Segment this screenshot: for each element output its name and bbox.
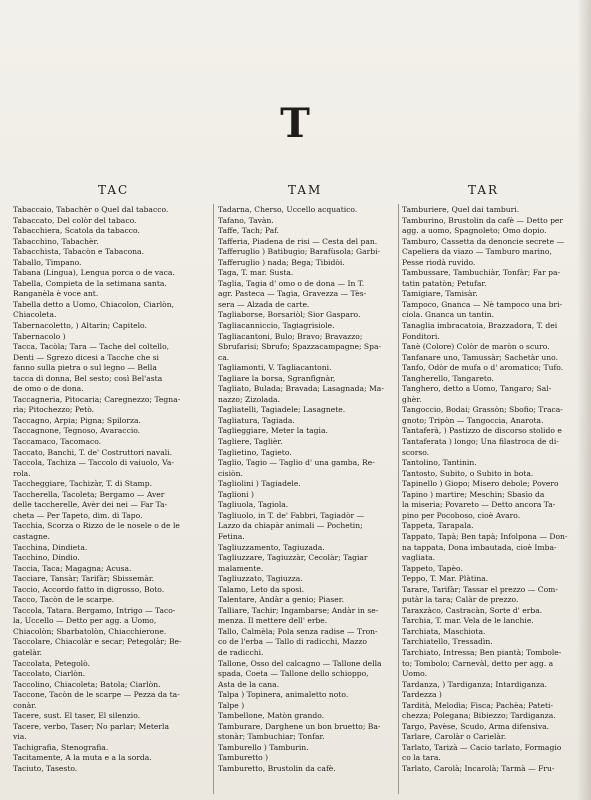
entry-line: delle taccherelle, Avèr dei nei — Far Ta-: [13, 500, 168, 510]
entry-line: Tanaglia imbracatoia, Brazzadora, T. dei: [402, 321, 558, 331]
entry-line: Tacchia, Scorza o Rizzo de le nosele o de le: [13, 521, 180, 531]
entry-line: Tappato, Tapà; Ben tapà; Infolpona — Don-: [402, 531, 568, 541]
entry-line: Tarlato, Carolà; Incarolà; Tarmà — Fru-: [402, 763, 555, 773]
entry-line: Taglietino, Tagieto.: [218, 447, 292, 457]
entry-line: Taglio, Tagio — Taglio d' una gamba, Re-: [218, 458, 375, 468]
entry-line: Tagliuola, Tagiola.: [218, 500, 289, 510]
entry-line: Taccolino, Chiacoleta; Batola; Ciarlòn.: [13, 679, 161, 689]
entry-line: Tarchiata, Maschiota.: [402, 626, 486, 636]
entry-line: Tabaccaio, Tabachèr o Quel dal tabacco.: [13, 205, 169, 214]
entry-line: Tacchina, Dindieta.: [13, 542, 88, 552]
entry-line: Lazzo da chiapàr animali — Pochetin;: [218, 521, 363, 531]
entry-line: Tantaferà, ) Pastizzo de discorso stolido e: [402, 426, 562, 436]
entry-line: Tanfo, Odòr de mufa o d' aromatico; Tufo.: [402, 363, 564, 373]
entry-line: Chiacolòn; Sbarbatolòn, Chiacchierone.: [13, 626, 167, 636]
entry-line: Taraxzàco, Castracàn, Sorte d' erba.: [402, 605, 543, 615]
entry-line: Denti — Sgrezo dicesi a Tacche che si: [13, 352, 159, 362]
entry-line: co la tara.: [402, 753, 441, 763]
entry-line: Tamburo, Cassetta da denoncie secrete —: [402, 236, 565, 246]
entry-line: malamente.: [218, 563, 264, 573]
page-edge-shadow: [577, 0, 591, 800]
entry-line: Tapino ) martire; Meschin; Sbasìo da: [402, 489, 545, 499]
column-divider-2: [398, 204, 399, 794]
entry-line: menza. Il mettere dell' erbe.: [218, 616, 328, 626]
section-letter: T: [280, 100, 311, 147]
entry-line: Tardità, Melodìa; Fisca; Pachèa; Pateti-: [402, 700, 554, 710]
entry-line: Tabacchiera, Scatola da tabacco.: [13, 226, 140, 236]
entry-column-1: [13, 205, 210, 775]
entry-line: pino per Pocoboso, cioè Avaro.: [402, 510, 521, 520]
entry-line: Tamburetto, Brustolin da cafè.: [218, 763, 336, 773]
entry-line: Tafferuglio ) Batibugio; Barafùsola; Garbi-: [218, 247, 381, 257]
entry-line: de radicchi.: [218, 647, 264, 657]
entry-line: rìa; Pitochezzo; Petò.: [13, 405, 95, 415]
entry-line: Talpa ) Topinera, animaletto noto.: [218, 690, 349, 700]
entry-line: Talamo, Leto da sposi.: [218, 584, 305, 594]
entry-line: Tantolino, Tantinin.: [402, 458, 477, 468]
entry-line: Tarchiatello, Tressadìn.: [402, 637, 493, 647]
entry-line: Tadarna, Cherso, Uccello acquatico.: [218, 205, 358, 214]
entry-line: Tabernacolo ): [13, 331, 66, 341]
entry-line: cheta — Per Tapeto, dim. di Tapo.: [13, 510, 143, 520]
entry-line: Tangoccio, Bodai; Grassòn; Sbofio; Traca-: [402, 405, 563, 415]
entry-line: Taccola, Tatara. Bergamo, Intrigo — Taco-: [13, 605, 176, 615]
entry-line: Talentare, Andàr a genio; Piaser.: [218, 595, 344, 605]
entry-line: Taglioni ): [218, 489, 254, 499]
entry-line: gnoto; Tripòn — Tangoccia, Anarota.: [402, 415, 544, 425]
entry-line: vagliata.: [402, 553, 436, 563]
entry-line: Taccola, Tachiza — Taccolo di vaiuolo, Va-: [13, 458, 175, 468]
entry-line: Tangherello, Tangareto.: [402, 373, 494, 383]
entry-line: Tambussare, Tambuchiàr, Tonfàr; Far pa-: [402, 268, 561, 278]
entry-line: Taga, T. mar. Susta.: [218, 268, 294, 278]
entry-line: Taccato, Banchi, T. de' Costruttori navali.: [13, 447, 173, 457]
entry-line: rola.: [13, 468, 31, 478]
entry-line: Tacitamente, A la muta e a la sorda.: [13, 753, 152, 763]
entry-line: Tappeta, Tarapala.: [402, 521, 474, 531]
entry-line: Tagliato, Bulada; Bravada; Lasagnada; Ma-: [218, 384, 384, 394]
entry-line: Tanè (Colore) Colòr de maròn o scuro.: [402, 342, 550, 352]
entry-line: spada, Coeta — Tallone dello schioppo,: [218, 669, 369, 679]
entry-line: Tantaferata ) longo; Una filastroca de di-: [402, 437, 559, 447]
entry-line: Chiacoleta.: [13, 310, 57, 320]
entry-line: Asta de la cana.: [218, 679, 280, 689]
entry-line: Tacco, Tacòn de le scarpe.: [13, 595, 115, 605]
entry-line: Tacere, verbo, Taser; No parlar; Meterla: [13, 721, 169, 731]
entry-line: Tagliacantoni, Bulo; Bravo; Bravazzo;: [218, 331, 363, 341]
entry-line: via.: [13, 732, 27, 742]
entry-line: Tagliuzzamento, Tagiuzada.: [218, 542, 325, 552]
entry-line: Tagliacanniccio, Tagiagrisiole.: [218, 321, 335, 331]
entry-line: Tagliolini ) Tagiadele.: [218, 479, 301, 489]
entry-line: Taccolato, Ciarlòn.: [13, 669, 86, 679]
entry-line: Tagliatura, Tagiada.: [218, 415, 295, 425]
entry-line: sera — Alzada de carte.: [218, 299, 310, 309]
entry-line: Tabaccato, Del colòr del tabaco.: [13, 215, 137, 225]
entry-line: Tagliamonti, V. Tagliacantoni.: [218, 363, 332, 373]
entry-line: Tabana (Lingua), Lengua porca o de vaca.: [13, 268, 175, 278]
column-divider-1: [213, 204, 214, 794]
entry-line: Taglia, Tagia d' omo o de dona — In T.: [218, 278, 365, 288]
entry-line: Taccagneria, Pitocaria; Caregnezzo; Tegna-: [13, 394, 181, 404]
entry-line: de omo o de dona.: [13, 384, 84, 394]
entry-line: Tabella, Compieta de la setimana santa.: [13, 278, 167, 288]
entry-line: Tampoco, Gnanca — Nè tampoco una bri-: [402, 299, 563, 309]
entry-line: Tanghero, detto a Uomo, Tangaro; Sal-: [402, 384, 552, 394]
entry-line: Targo, Pavèse, Scudo, Arma difensiva.: [402, 721, 550, 731]
entry-line: Tarare, Tarifàr; Tassar el prezzo — Com-: [402, 584, 558, 594]
entry-line: scorso.: [402, 447, 430, 457]
entry-line: Taglieggiare, Meter la tagia.: [218, 426, 328, 436]
entry-line: ciola. Gnanca un tantin.: [402, 310, 495, 320]
entry-line: Tacciare, Tansàr; Tarifàr; Sbissemàr.: [13, 574, 155, 584]
entry-line: Tagliere, Taglièr.: [218, 437, 283, 447]
entry-line: Tacchino, Dindio.: [13, 553, 80, 563]
entry-column-2: [218, 205, 395, 775]
entry-line: Fonditori.: [402, 331, 440, 341]
entry-line: Tafferia, Piadena de risi — Cesta del pan.: [218, 236, 378, 246]
entry-line: Tabernacoletto, ) Altarin; Capitelo.: [13, 321, 147, 331]
entry-line: Tarchia, T. mar. Vela de le lanchie.: [402, 616, 534, 626]
entry-line: Tagliuolo, in T. de' Fabbri, Tagiadòr —: [218, 510, 365, 520]
entry-line: Tagliare la borsa, Sgranfìgnàr,: [218, 373, 336, 383]
entry-line: Capeliera da viazo — Tamburo marino,: [402, 247, 552, 257]
entry-line: Taccheggiare, Tachizàr, T. di Stamp.: [13, 479, 152, 489]
entry-line: gatelàr.: [13, 647, 43, 657]
entry-line: Taccio, Accordo fatto in digrosso, Boto.: [13, 584, 165, 594]
entry-line: Tafano, Tavàn.: [218, 215, 274, 225]
entry-line: agr. Pasteca — Tagia, Gravezza — Tès-: [218, 289, 367, 299]
entry-line: Taballo, Timpano.: [13, 257, 82, 267]
entry-line: Tantosto, Subito, o Subito in bota.: [402, 468, 534, 478]
entry-line: Tachigrafia, Stenografia.: [13, 742, 109, 752]
entry-line: Tallo, Calmèla; Pola senza radise — Tron-: [218, 626, 378, 636]
entry-line: Taccone, Tacòn de le scarpe — Pezza da ta-: [13, 690, 180, 700]
entry-line: Tabella detto a Uomo, Chiacolon, Ciarlòn,: [13, 299, 175, 309]
entry-line: ghèr.: [402, 394, 422, 404]
entry-line: Tapinello ) Giopo; Misero debole; Povero: [402, 479, 559, 489]
entry-line: Tagliuzzare, Tagiuzzàr, Cecolàr; Tagiar: [218, 553, 368, 563]
entry-line: tatin patatòn; Petufar.: [402, 278, 487, 288]
entry-line: Tamburetto ): [218, 753, 269, 763]
entry-line: Talpe ): [218, 700, 245, 710]
entry-line: Uomo.: [402, 669, 428, 679]
entry-line: ca.: [218, 352, 230, 362]
column-head-1: TAC: [98, 183, 130, 197]
entry-line: Tabacchista, Tabacòn e Tabacona.: [13, 247, 144, 257]
entry-column-3: [402, 205, 583, 775]
entry-line: co de l'erba — Tallo di radicchi, Mazzo: [218, 637, 367, 647]
entry-line: la, Uccello — Detto per agg. a Uomo,: [13, 616, 157, 626]
entry-line: tacca di donna, Bel sesto; così Bel'asta: [13, 373, 163, 383]
entry-line: Tafferuglio ) nada; Bega; Tibidòi.: [218, 257, 345, 267]
entry-line: Fetina.: [218, 531, 245, 541]
entry-line: Tardanza, ) Tardiganza; Intardiganza.: [402, 679, 547, 689]
entry-line: Teppo, T. Mar. Plàtina.: [402, 574, 489, 584]
entry-line: Tambellone, Matòn grando.: [218, 711, 325, 721]
entry-line: Taffe, Tach; Paf.: [218, 226, 280, 236]
entry-line: Tamigiare, Tamisàr.: [402, 289, 478, 299]
entry-line: Tamburello ) Tamburin.: [218, 742, 309, 752]
entry-line: Taccagnone, Tegnoso, Avaraccio.: [13, 426, 141, 436]
column-head-2: TAM: [288, 183, 323, 197]
entry-line: Taccherella, Tacoleta; Bergamo — Aver: [13, 489, 165, 499]
entry-line: Tacere, sust. El taser, El silenzio.: [13, 711, 141, 721]
entry-line: conàr.: [13, 700, 37, 710]
entry-line: castagne.: [13, 531, 50, 541]
entry-line: putàr la tara; Calàr de prezzo.: [402, 595, 519, 605]
entry-line: la miseria; Povareto — Detto ancora Ta-: [402, 500, 556, 510]
entry-line: Tabacchino, Tabachèr.: [13, 236, 99, 246]
entry-line: Tarlare, Carolàr o Carielàr.: [402, 732, 507, 742]
entry-line: Tacca, Tacòla; Tara — Tache del coltello,: [13, 342, 170, 352]
entry-line: Tappeto, Tapèo.: [402, 563, 463, 573]
entry-line: na tappata, Dona imbautada, cioè Imba-: [402, 542, 557, 552]
entry-line: Tarlato, Tarizà — Cacio tarlato, Formagio: [402, 742, 562, 752]
entry-line: Taccagno, Arpia; Pigna; Spilorza.: [13, 415, 141, 425]
entry-line: Tagliaborse, Borsariòl; Sior Gasparo.: [218, 310, 361, 320]
entry-line: Tarchiato, Intressa; Ben piantà; Tombole-: [402, 647, 562, 657]
entry-line: fanno sulla pietra o sul legno — Bella: [13, 363, 157, 373]
entry-line: agg. a uomo, Spagnoleto; Omo dopio.: [402, 226, 547, 236]
entry-line: Ranganèla è voce ant.: [13, 289, 99, 299]
column-head-3: TAR: [468, 183, 500, 197]
entry-line: Tamburiere, Quel dai tamburi.: [402, 205, 520, 214]
entry-line: Taccamaco, Tacomaco.: [13, 437, 102, 447]
entry-line: Tardezza ): [402, 690, 442, 700]
entry-line: Sbrufarisi; Sbrufo; Spazzacampagne; Spa-: [218, 342, 382, 352]
entry-line: Tamburare, Darghene un bon bruetto; Ba-: [218, 721, 381, 731]
entry-line: Pesse riodà ruvido.: [402, 257, 476, 267]
entry-line: Tallone, Osso del calcagno — Tallone della: [218, 658, 382, 668]
entry-line: stonàr; Tambuchiar; Tonfar.: [218, 732, 325, 742]
entry-line: Tamburino, Brustolin da cafè — Detto per: [402, 215, 564, 225]
entry-line: Taciuto, Tasesto.: [13, 763, 78, 773]
entry-line: nazzo; Zizolada.: [218, 394, 280, 404]
entry-line: cisiòn.: [218, 468, 243, 478]
entry-line: Talliare, Tachir; Ingambarse; Andàr in se-: [218, 605, 379, 615]
entry-line: Tanfanare uno, Tamussàr; Sachetàr uno.: [402, 352, 559, 362]
entry-line: Tagliuzzato, Tagiuzza.: [218, 574, 303, 584]
entry-line: Taccia, Taca; Magagna; Acusa.: [13, 563, 132, 573]
entry-line: Taccolata, Petegolò.: [13, 658, 90, 668]
entry-line: Taccolare, Chiacolàr e secar; Petegolàr; Be-: [13, 637, 182, 647]
entry-line: chezza; Polegana; Bibiezzo; Tardiganza.: [402, 711, 556, 721]
entry-line: to; Tombolo; Carnevàl, detto per agg. a: [402, 658, 554, 668]
entry-line: Tagliatelli, Tagiadele; Lasagnete.: [218, 405, 346, 415]
